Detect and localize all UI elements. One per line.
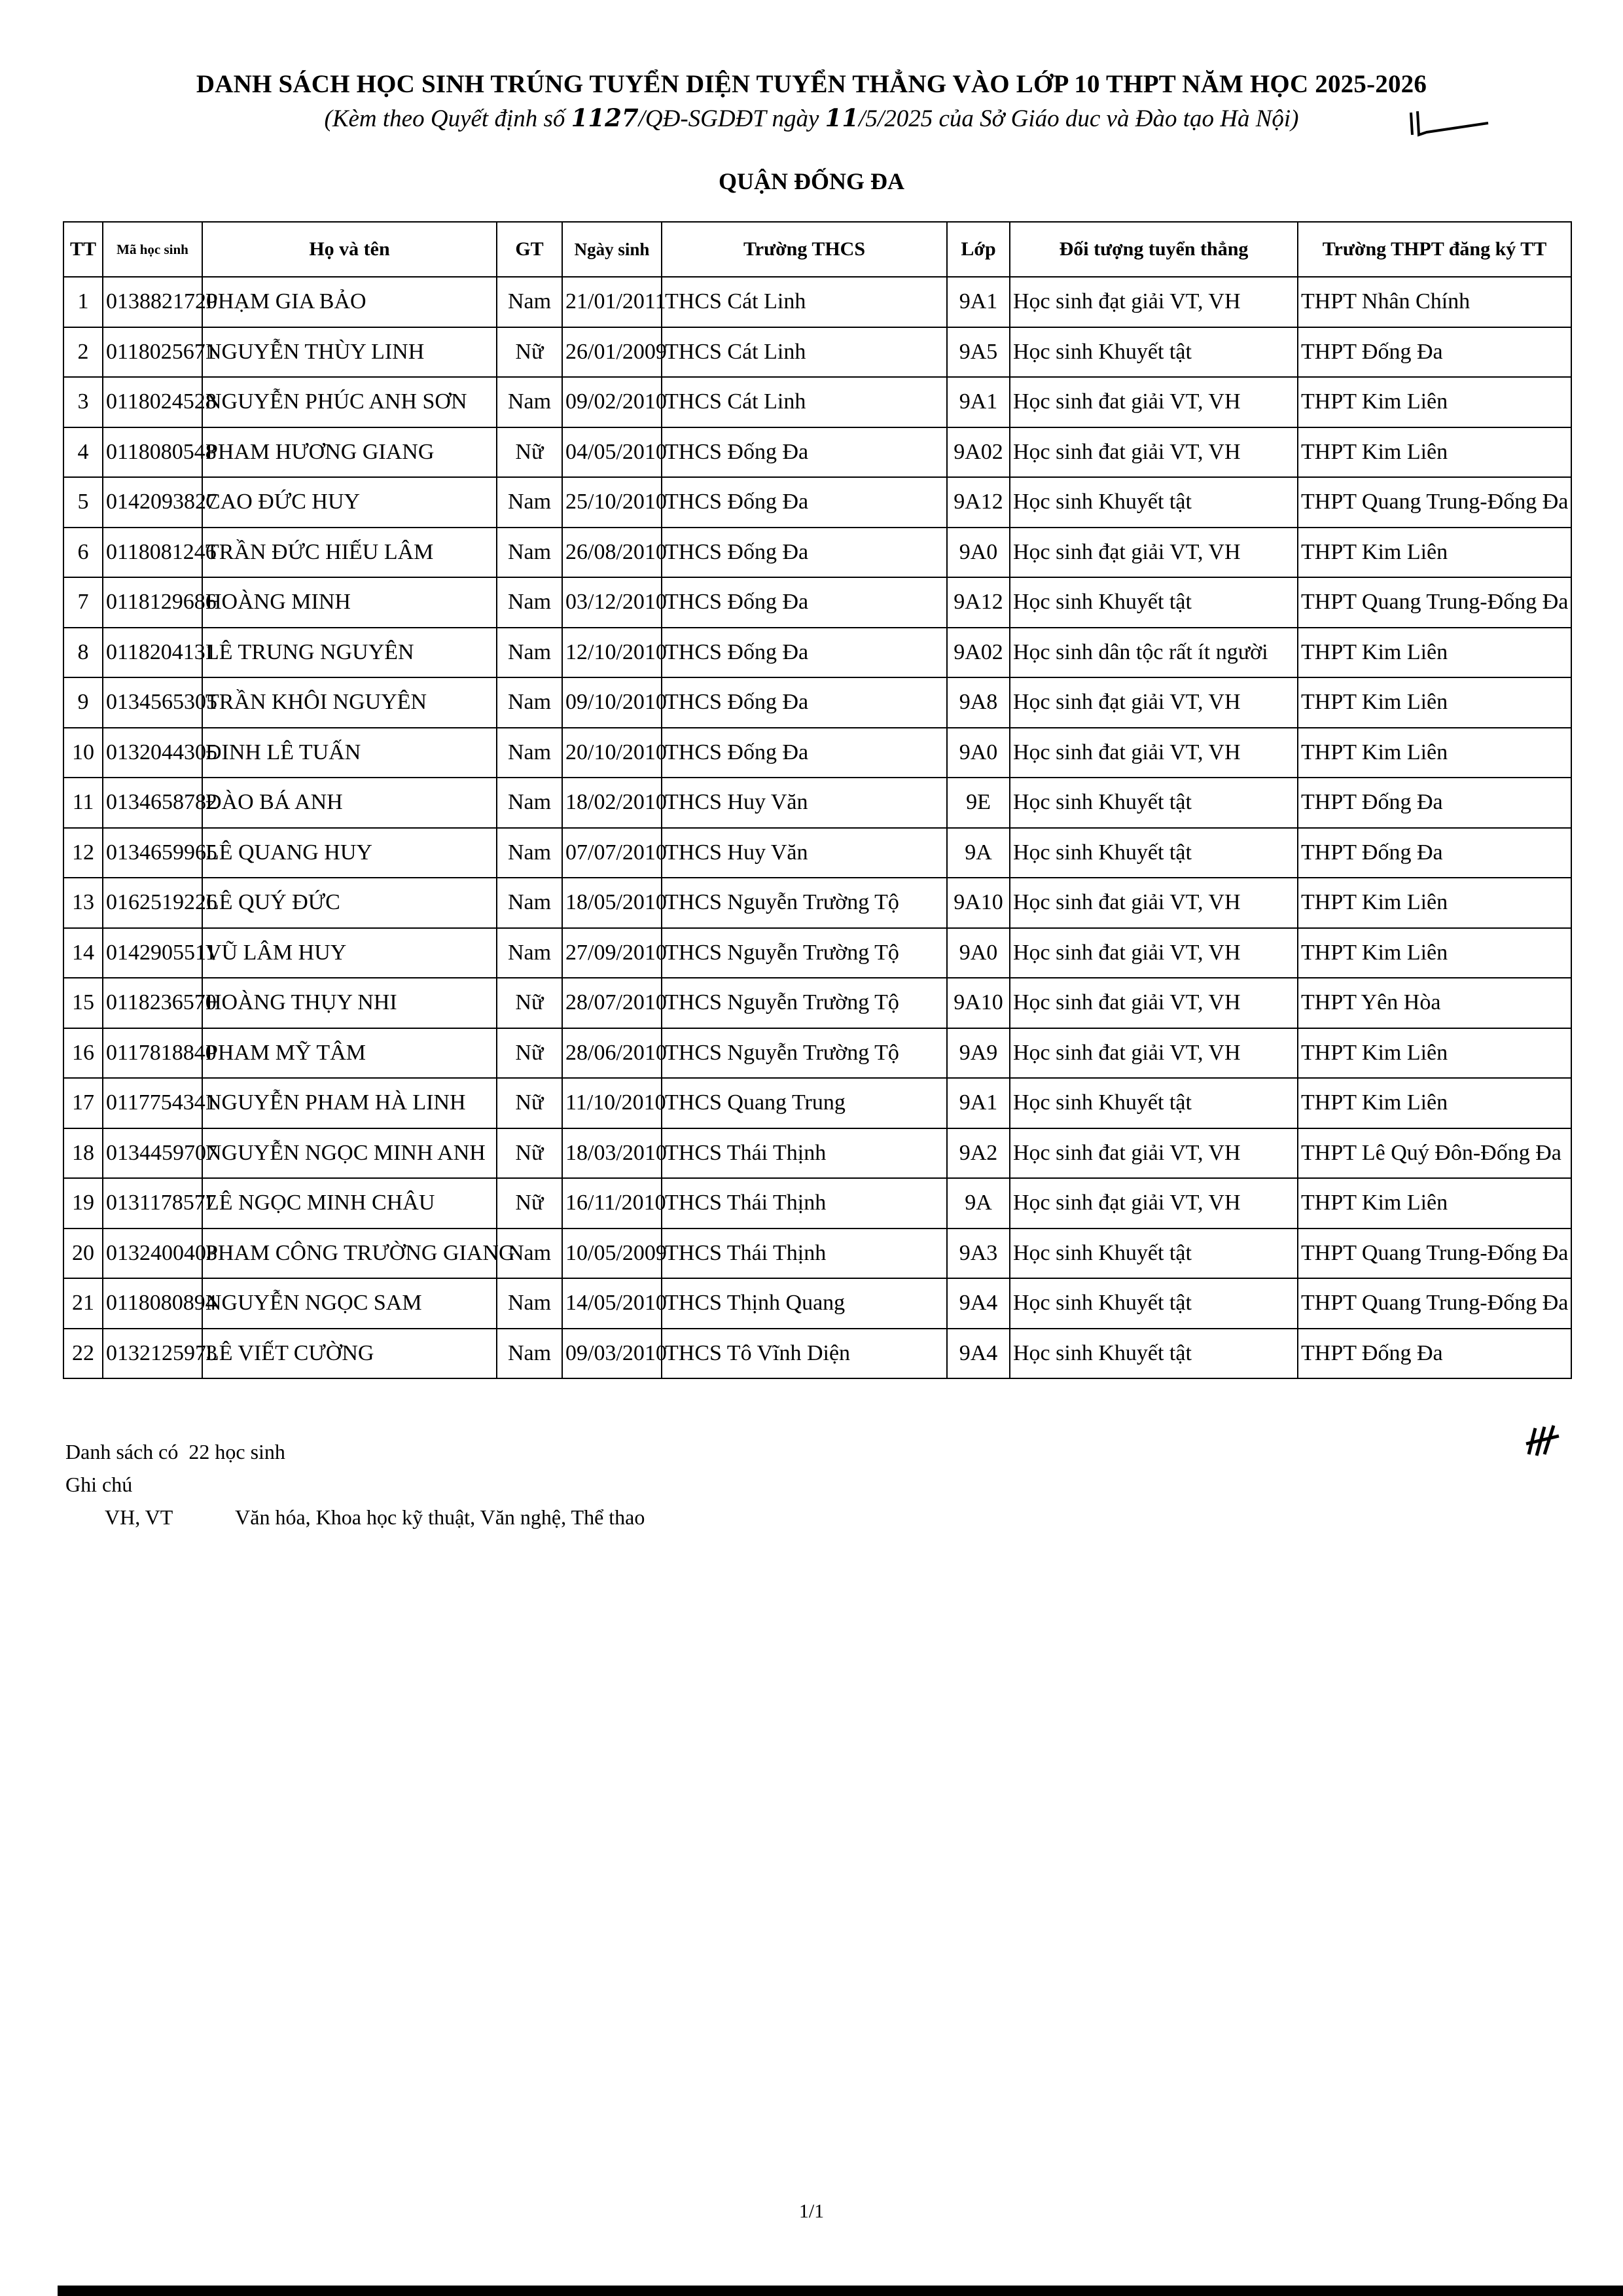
subtitle-prefix: (Kèm theo Quyết định số: [324, 105, 565, 132]
cell-high-school: THPT Kim Liên: [1298, 1178, 1571, 1229]
cell-admission-type: Học sinh đạt giải VT, VH: [1010, 528, 1298, 578]
subtitle-suffix: /5/2025 của Sở Giáo duc và Đào tạo Hà Nội): [859, 105, 1299, 132]
cell-middle-school: THCS Nguyễn Trường Tộ: [662, 978, 947, 1028]
cell-tt: 20: [63, 1229, 103, 1279]
cell-full-name: TRẦN KHÔI NGUYÊN: [202, 677, 497, 728]
col-birth-date-header: Ngày sinh: [562, 222, 662, 277]
cell-high-school: THPT Kim Liên: [1298, 427, 1571, 478]
cell-high-school: THPT Đống Đa: [1298, 1329, 1571, 1379]
cell-middle-school: THCS Quang Trung: [662, 1078, 947, 1128]
district-heading: QUẬN ĐỐNG ĐA: [719, 168, 904, 194]
cell-high-school: THPT Kim Liên: [1298, 928, 1571, 978]
cell-gender: Nam: [497, 728, 562, 778]
initial-signature-icon: [1407, 109, 1492, 139]
cell-middle-school: THCS Đống Đa: [662, 728, 947, 778]
cell-student-code: 0118236570: [103, 978, 202, 1028]
cell-gender: Nam: [497, 1329, 562, 1379]
cell-gender: Nam: [497, 677, 562, 728]
cell-student-code: 0118025671: [103, 327, 202, 378]
cell-class: 9A3: [947, 1229, 1010, 1279]
cell-tt: 16: [63, 1028, 103, 1079]
cell-student-code: 0134565305: [103, 677, 202, 728]
table-row: [63, 377, 1571, 427]
table-row: [63, 978, 1571, 1028]
cell-tt: 22: [63, 1329, 103, 1379]
note-abbreviation: [105, 1505, 645, 1530]
cell-admission-type: Học sinh đạt giải VT, VH: [1010, 277, 1298, 327]
cell-class: 9A4: [947, 1278, 1010, 1329]
cell-full-name: PHAM HƯƠNG GIANG: [202, 427, 497, 478]
cell-class: 9A10: [947, 978, 1010, 1028]
cell-gender: Nữ: [497, 427, 562, 478]
page-number: 1/1: [798, 2200, 825, 2222]
table-row: [63, 477, 1571, 528]
cell-class: 9A12: [947, 577, 1010, 628]
cell-middle-school: THCS Đống Đa: [662, 677, 947, 728]
cell-class: 9A02: [947, 628, 1010, 678]
scan-edge-bar: [58, 2286, 1623, 2296]
cell-birth-date: 20/10/2010: [562, 728, 662, 778]
cell-birth-date: 09/03/2010: [562, 1329, 662, 1379]
cell-full-name: HOÀNG MINH: [202, 577, 497, 628]
cell-full-name: PHẠM GIA BẢO: [202, 277, 497, 327]
cell-tt: 11: [63, 778, 103, 828]
cell-admission-type: Học sinh Khuyết tật: [1010, 1229, 1298, 1279]
cell-gender: Nam: [497, 377, 562, 427]
cell-high-school: THPT Kim Liên: [1298, 878, 1571, 928]
cell-full-name: LÊ VIẾT CƯỜNG: [202, 1329, 497, 1379]
cell-student-code: 0118080548: [103, 427, 202, 478]
cell-middle-school: THCS Đống Đa: [662, 577, 947, 628]
cell-middle-school: THCS Đống Đa: [662, 477, 947, 528]
cell-student-code: 0117818840: [103, 1028, 202, 1079]
cell-student-code: 0134459707: [103, 1128, 202, 1179]
cell-admission-type: Học sinh Khuyết tật: [1010, 477, 1298, 528]
cell-birth-date: 25/10/2010: [562, 477, 662, 528]
cell-class: 9E: [947, 778, 1010, 828]
cell-middle-school: THCS Cát Linh: [662, 327, 947, 378]
student-count: [65, 1440, 285, 1464]
cell-tt: 19: [63, 1178, 103, 1229]
cell-full-name: LÊ TRUNG NGUYÊN: [202, 628, 497, 678]
cell-gender: Nam: [497, 1278, 562, 1329]
cell-class: 9A10: [947, 878, 1010, 928]
cell-class: 9A: [947, 828, 1010, 878]
cell-high-school: THPT Quang Trung-Đống Đa: [1298, 1278, 1571, 1329]
cell-gender: Nữ: [497, 1078, 562, 1128]
abbr-key: VH, VT: [105, 1505, 173, 1529]
col-high-school-header: Trường THPT đăng ký TT: [1298, 222, 1571, 277]
cell-admission-type: Học sinh dân tộc rất ít người: [1010, 628, 1298, 678]
cell-high-school: THPT Kim Liên: [1298, 628, 1571, 678]
cell-admission-type: Học sinh đat giải VT, VH: [1010, 928, 1298, 978]
cell-full-name: VŨ LÂM HUY: [202, 928, 497, 978]
count-label: Danh sách có: [65, 1440, 179, 1463]
table-row: [63, 778, 1571, 828]
decision-number: 1127: [571, 103, 639, 132]
col-tt-header: TT: [63, 222, 103, 277]
cell-full-name: NGUYỄN NGỌC MINH ANH: [202, 1128, 497, 1179]
cell-tt: 1: [63, 277, 103, 327]
signature-mark-icon: [1524, 1422, 1563, 1461]
table-row: [63, 1178, 1571, 1229]
cell-gender: Nam: [497, 828, 562, 878]
col-full-name-header: Họ và tên: [202, 222, 497, 277]
cell-tt: 17: [63, 1078, 103, 1128]
cell-gender: Nam: [497, 878, 562, 928]
cell-tt: 9: [63, 677, 103, 728]
cell-admission-type: Học sinh Khuyết tật: [1010, 327, 1298, 378]
cell-student-code: 0131178577: [103, 1178, 202, 1229]
cell-class: 9A0: [947, 528, 1010, 578]
col-middle-school-header: Trường THCS: [662, 222, 947, 277]
table-row: [63, 1278, 1571, 1329]
cell-middle-school: THCS Huy Văn: [662, 778, 947, 828]
table-row: [63, 1128, 1571, 1179]
cell-birth-date: 21/01/2011: [562, 277, 662, 327]
cell-student-code: 0117754341: [103, 1078, 202, 1128]
cell-class: 9A4: [947, 1329, 1010, 1379]
cell-tt: 13: [63, 878, 103, 928]
cell-student-code: 0118204131: [103, 628, 202, 678]
cell-student-code: 0118080894: [103, 1278, 202, 1329]
cell-middle-school: THCS Đống Đa: [662, 628, 947, 678]
cell-birth-date: 14/05/2010: [562, 1278, 662, 1329]
cell-middle-school: THCS Thái Thịnh: [662, 1178, 947, 1229]
table-row: [63, 728, 1571, 778]
cell-tt: 21: [63, 1278, 103, 1329]
cell-birth-date: 26/01/2009: [562, 327, 662, 378]
table-body: [63, 277, 1571, 1378]
cell-student-code: 0142093827: [103, 477, 202, 528]
cell-birth-date: 27/09/2010: [562, 928, 662, 978]
note-label: Ghi chú: [65, 1473, 133, 1496]
cell-student-code: 0138821720: [103, 277, 202, 327]
cell-middle-school: THCS Thái Thịnh: [662, 1229, 947, 1279]
cell-high-school: THPT Kim Liên: [1298, 528, 1571, 578]
cell-birth-date: 11/10/2010: [562, 1078, 662, 1128]
cell-student-code: 0162519226: [103, 878, 202, 928]
cell-full-name: NGUYỄN NGỌC SAM: [202, 1278, 497, 1329]
cell-gender: Nam: [497, 477, 562, 528]
table-row: [63, 577, 1571, 628]
cell-student-code: 0134659965: [103, 828, 202, 878]
cell-birth-date: 16/11/2010: [562, 1178, 662, 1229]
col-student-code-header: Mã học sinh: [103, 222, 202, 277]
cell-student-code: 0118081246: [103, 528, 202, 578]
cell-high-school: THPT Nhân Chính: [1298, 277, 1571, 327]
cell-student-code: 0118024528: [103, 377, 202, 427]
cell-tt: 12: [63, 828, 103, 878]
table-row: [63, 427, 1571, 478]
cell-middle-school: THCS Đống Đa: [662, 528, 947, 578]
subtitle-middle: /QĐ-SGDĐT ngày: [638, 105, 819, 132]
cell-admission-type: Học sinh đat giải VT, VH: [1010, 978, 1298, 1028]
cell-high-school: THPT Kim Liên: [1298, 728, 1571, 778]
cell-full-name: NGUYỄN THÙY LINH: [202, 327, 497, 378]
cell-tt: 15: [63, 978, 103, 1028]
cell-admission-type: Học sinh đạt giải VT, VH: [1010, 1178, 1298, 1229]
student-table: [63, 221, 1572, 1379]
cell-full-name: CAO ĐỨC HUY: [202, 477, 497, 528]
cell-gender: Nam: [497, 928, 562, 978]
cell-high-school: THPT Đống Đa: [1298, 778, 1571, 828]
cell-tt: 8: [63, 628, 103, 678]
cell-full-name: TRẦN ĐỨC HIẾU LÂM: [202, 528, 497, 578]
cell-high-school: THPT Lê Quý Đôn-Đống Đa: [1298, 1128, 1571, 1179]
cell-high-school: THPT Kim Liên: [1298, 677, 1571, 728]
cell-middle-school: THCS Cát Linh: [662, 377, 947, 427]
cell-student-code: 0142905511: [103, 928, 202, 978]
cell-middle-school: THCS Thái Thịnh: [662, 1128, 947, 1179]
table-row: [63, 1078, 1571, 1128]
cell-middle-school: THCS Cát Linh: [662, 277, 947, 327]
cell-student-code: 0132125973: [103, 1329, 202, 1379]
cell-gender: Nam: [497, 528, 562, 578]
cell-full-name: LÊ NGỌC MINH CHÂU: [202, 1178, 497, 1229]
cell-tt: 4: [63, 427, 103, 478]
cell-high-school: THPT Kim Liên: [1298, 1078, 1571, 1128]
table-row: [63, 1229, 1571, 1279]
table-row: [63, 628, 1571, 678]
cell-full-name: ĐÀO BÁ ANH: [202, 778, 497, 828]
cell-admission-type: Học sinh Khuyết tật: [1010, 577, 1298, 628]
cell-high-school: THPT Yên Hòa: [1298, 978, 1571, 1028]
cell-birth-date: 28/07/2010: [562, 978, 662, 1028]
cell-admission-type: Học sinh Khuyết tật: [1010, 778, 1298, 828]
document-subtitle: [0, 103, 1623, 133]
cell-student-code: 0132400403: [103, 1229, 202, 1279]
cell-middle-school: THCS Nguyễn Trường Tộ: [662, 928, 947, 978]
cell-middle-school: THCS Nguyễn Trường Tộ: [662, 1028, 947, 1079]
cell-full-name: HOÀNG THỤY NHI: [202, 978, 497, 1028]
cell-high-school: THPT Quang Trung-Đống Đa: [1298, 1229, 1571, 1279]
cell-birth-date: 12/10/2010: [562, 628, 662, 678]
table-row: [63, 878, 1571, 928]
cell-birth-date: 07/07/2010: [562, 828, 662, 878]
cell-admission-type: Học sinh đat giải VT, VH: [1010, 878, 1298, 928]
cell-tt: 7: [63, 577, 103, 628]
cell-birth-date: 18/05/2010: [562, 878, 662, 928]
cell-high-school: THPT Quang Trung-Đống Đa: [1298, 577, 1571, 628]
cell-student-code: 0118129686: [103, 577, 202, 628]
cell-student-code: 0134658782: [103, 778, 202, 828]
col-class-header: Lớp: [947, 222, 1010, 277]
cell-high-school: THPT Đống Đa: [1298, 327, 1571, 378]
table-row: [63, 677, 1571, 728]
cell-birth-date: 03/12/2010: [562, 577, 662, 628]
cell-middle-school: THCS Nguyễn Trường Tộ: [662, 878, 947, 928]
cell-gender: Nam: [497, 277, 562, 327]
cell-middle-school: THCS Tô Vĩnh Diện: [662, 1329, 947, 1379]
cell-class: 9A1: [947, 277, 1010, 327]
cell-tt: 6: [63, 528, 103, 578]
cell-full-name: PHAM CÔNG TRƯỜNG GIANG: [202, 1229, 497, 1279]
decision-day: 11: [825, 103, 859, 132]
cell-birth-date: 18/02/2010: [562, 778, 662, 828]
cell-tt: 3: [63, 377, 103, 427]
cell-class: 9A1: [947, 1078, 1010, 1128]
cell-class: 9A1: [947, 377, 1010, 427]
cell-class: 9A2: [947, 1128, 1010, 1179]
cell-class: 9A8: [947, 677, 1010, 728]
table-row: [63, 277, 1571, 327]
cell-class: 9A0: [947, 728, 1010, 778]
cell-tt: 2: [63, 327, 103, 378]
cell-class: 9A: [947, 1178, 1010, 1229]
cell-class: 9A12: [947, 477, 1010, 528]
cell-full-name: LÊ QUANG HUY: [202, 828, 497, 878]
cell-admission-type: Học sinh đat giải VT, VH: [1010, 728, 1298, 778]
cell-class: 9A0: [947, 928, 1010, 978]
cell-admission-type: Học sinh Khuyết tật: [1010, 828, 1298, 878]
cell-birth-date: 04/05/2010: [562, 427, 662, 478]
cell-admission-type: Học sinh đat giải VT, VH: [1010, 377, 1298, 427]
cell-birth-date: 26/08/2010: [562, 528, 662, 578]
cell-birth-date: 10/05/2009: [562, 1229, 662, 1279]
cell-admission-type: Học sinh đat giải VT, VH: [1010, 1028, 1298, 1079]
cell-tt: 18: [63, 1128, 103, 1179]
cell-birth-date: 09/10/2010: [562, 677, 662, 728]
cell-gender: Nữ: [497, 327, 562, 378]
cell-full-name: LÊ QUÝ ĐỨC: [202, 878, 497, 928]
cell-middle-school: THCS Đống Đa: [662, 427, 947, 478]
count-value: 22 học sinh: [188, 1440, 285, 1463]
cell-class: 9A9: [947, 1028, 1010, 1079]
cell-middle-school: THCS Huy Văn: [662, 828, 947, 878]
cell-full-name: NGUYỄN PHÚC ANH SƠN: [202, 377, 497, 427]
cell-full-name: NGUYỄN PHAM HÀ LINH: [202, 1078, 497, 1128]
cell-admission-type: Học sinh Khuyết tật: [1010, 1329, 1298, 1379]
cell-gender: Nữ: [497, 1028, 562, 1079]
cell-middle-school: THCS Thịnh Quang: [662, 1278, 947, 1329]
cell-gender: Nữ: [497, 978, 562, 1028]
cell-admission-type: Học sinh Khuyết tật: [1010, 1278, 1298, 1329]
table-row: [63, 528, 1571, 578]
cell-student-code: 0132044305: [103, 728, 202, 778]
col-admission-type-header: Đối tượng tuyển thẳng: [1010, 222, 1298, 277]
cell-admission-type: Học sinh đạt giải VT, VH: [1010, 677, 1298, 728]
cell-gender: Nam: [497, 778, 562, 828]
table-row: [63, 1028, 1571, 1079]
cell-admission-type: Học sinh Khuyết tật: [1010, 1078, 1298, 1128]
cell-high-school: THPT Quang Trung-Đống Đa: [1298, 477, 1571, 528]
abbr-meaning: Văn hóa, Khoa học kỹ thuật, Văn nghệ, Thể thao: [235, 1505, 645, 1529]
cell-class: 9A5: [947, 327, 1010, 378]
cell-gender: Nam: [497, 1229, 562, 1279]
cell-tt: 5: [63, 477, 103, 528]
cell-gender: Nữ: [497, 1178, 562, 1229]
cell-gender: Nữ: [497, 1128, 562, 1179]
cell-full-name: PHAM MỸ TÂM: [202, 1028, 497, 1079]
cell-birth-date: 09/02/2010: [562, 377, 662, 427]
cell-admission-type: Học sinh đat giải VT, VH: [1010, 1128, 1298, 1179]
cell-gender: Nam: [497, 577, 562, 628]
table-header-row: [63, 222, 1571, 277]
document-title: DANH SÁCH HỌC SINH TRÚNG TUYỂN DIỆN TUYỂN THẲNG VÀO LỚP 10 THPT NĂM HỌC 2025-2026: [196, 70, 1427, 98]
col-gender-header: GT: [497, 222, 562, 277]
cell-full-name: ĐINH LÊ TUẤN: [202, 728, 497, 778]
cell-tt: 10: [63, 728, 103, 778]
cell-birth-date: 28/06/2010: [562, 1028, 662, 1079]
table-row: [63, 928, 1571, 978]
cell-class: 9A02: [947, 427, 1010, 478]
cell-high-school: THPT Kim Liên: [1298, 377, 1571, 427]
table-row: [63, 1329, 1571, 1379]
cell-high-school: THPT Kim Liên: [1298, 1028, 1571, 1079]
table-row: [63, 327, 1571, 378]
cell-high-school: THPT Đống Đa: [1298, 828, 1571, 878]
table-row: [63, 828, 1571, 878]
cell-birth-date: 18/03/2010: [562, 1128, 662, 1179]
cell-gender: Nam: [497, 628, 562, 678]
cell-admission-type: Học sinh đat giải VT, VH: [1010, 427, 1298, 478]
cell-tt: 14: [63, 928, 103, 978]
